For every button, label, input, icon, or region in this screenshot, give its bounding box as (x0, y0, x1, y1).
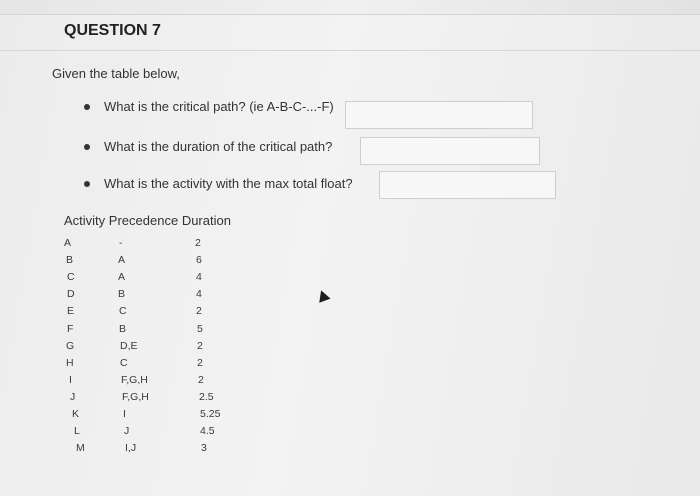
precedence-cell: J (124, 425, 130, 437)
precedence-cell: F,G,H (122, 391, 149, 403)
max-float-activity-input[interactable] (379, 171, 556, 199)
mouse-cursor-icon (315, 288, 330, 302)
precedence-header: Precedence (108, 213, 179, 228)
duration-cell: 5 (197, 323, 203, 335)
precedence-cell: I,J (125, 442, 137, 454)
activity-cell: I (69, 374, 72, 386)
duration-cell: 6 (196, 254, 202, 266)
precedence-cell: A (118, 271, 126, 283)
activity-cell: J (70, 391, 76, 403)
critical-path-answer-input[interactable] (345, 101, 533, 129)
precedence-cell: C (120, 357, 128, 369)
duration-cell: 4.5 (200, 425, 215, 437)
question-title: QUESTION 7 (64, 22, 161, 39)
activity-cell: C (67, 271, 75, 283)
duration-cell: 2 (195, 237, 201, 249)
duration-cell: 4 (196, 288, 202, 300)
activity-cell: H (66, 357, 74, 369)
bullet-text: What is the activity with the max total float? (104, 176, 353, 191)
activity-cell: L (74, 425, 80, 437)
duration-cell: 3 (201, 442, 207, 454)
bullet-text: What is the critical path? (ie A-B-C-...-F) (104, 99, 334, 114)
activity-cell: B (66, 254, 74, 266)
question-bullet-3 (84, 176, 353, 191)
critical-path-duration-input[interactable] (360, 137, 540, 165)
precedence-cell: B (118, 288, 126, 300)
activity-cell: A (64, 237, 72, 249)
duration-cell: 2 (196, 305, 202, 317)
activity-cell: G (66, 340, 75, 352)
activity-header: Activity (64, 213, 106, 228)
activity-cell: E (67, 305, 75, 317)
duration-cell: 4 (196, 271, 202, 283)
precedence-cell: A (118, 254, 126, 266)
activity-cell: M (76, 442, 85, 454)
bullet-icon (84, 104, 90, 110)
question-bullet-2 (84, 139, 332, 154)
bullet-icon (84, 144, 90, 150)
top-band (0, 0, 700, 15)
duration-cell: 2 (197, 340, 203, 352)
precedence-cell: - (119, 237, 123, 249)
precedence-cell: F,G,H (121, 374, 148, 386)
precedence-cell: D,E (120, 340, 138, 352)
question-intro: Given the table below, (52, 66, 180, 81)
bullet-text: What is the duration of the critical path? (104, 139, 333, 154)
duration-cell: 2 (197, 357, 203, 369)
precedence-cell: C (119, 305, 127, 317)
duration-cell: 2.5 (199, 391, 214, 403)
activity-cell: K (72, 408, 80, 420)
duration-header: Duration (181, 213, 231, 228)
duration-cell: 2 (198, 374, 204, 386)
table-header (64, 213, 231, 228)
duration-cell: 5.25 (200, 408, 221, 420)
precedence-cell: B (119, 323, 127, 335)
activity-cell: F (67, 323, 74, 335)
precedence-cell: I (123, 408, 126, 420)
header-divider (0, 50, 700, 51)
activity-cell: D (67, 288, 75, 300)
bullet-icon (84, 181, 90, 187)
question-bullet-1 (84, 99, 334, 114)
